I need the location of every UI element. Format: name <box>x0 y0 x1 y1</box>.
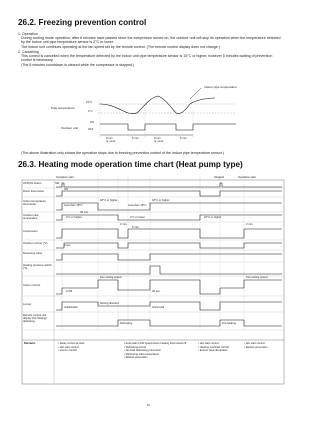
duration-8min-1: 8 min. <box>106 137 114 140</box>
less-than-18-1: Less than 18°C <box>64 204 83 207</box>
cancelling-text-2: (The 8 minutes countdown is cleared while the compressor is stopped.) <box>21 63 135 67</box>
duration-45min: 45 min. <box>80 211 89 214</box>
duration-3min-a: 3 min. <box>120 223 128 226</box>
section-title-heating-chart: 26.3. Heating mode operation time chart (Heat pump type) <box>18 160 243 169</box>
row-label-outdoor-fan: Outdoor unit fan (*2) <box>23 242 48 245</box>
cancelling-text: This control is cancelled when the temperature detected by the indoor unit pipe temperature sensor is 15°C or higher, however 5 minutes waiting of prevention control is necessary. <box>21 54 273 63</box>
remark-item: • Excess heat dissipation <box>198 349 228 353</box>
duration-5min-2: 5 min. <box>180 137 188 140</box>
remark-item: • Defrosting period <box>124 345 147 349</box>
duration-2sec: 2 sec. <box>64 244 72 247</box>
remark-item: • Hot start control <box>198 342 219 345</box>
temp-15c-label: 15°C <box>86 101 93 104</box>
row-label-remote-display: Remote control unit display Pre-heating/ defrosting <box>23 314 47 323</box>
remark-item: • Restart prevention <box>244 345 268 349</box>
remark-item: • Hot start control <box>244 342 265 345</box>
remark-item: • Heating overload control <box>198 345 229 349</box>
remarks-col-4 <box>244 342 268 349</box>
cancelling-label: 2. Cancelling <box>18 50 39 54</box>
display-defrosting: Defrosting <box>120 322 133 325</box>
operation-label: 1. Operation <box>18 32 38 36</box>
row-label-heating-pressure-switch: Heating pressure switch (*2) <box>23 264 52 270</box>
c18-higher-1: 18°C or higher <box>100 199 118 202</box>
row-label-offon: OFF/ON button <box>23 182 42 185</box>
duration-5min-1: 5 min. <box>132 137 140 140</box>
row-label-outdoor-pipe-temp: Outdoor pipe temperature <box>23 214 39 220</box>
hdr-operation-start: Operation start <box>56 176 74 179</box>
operation-text: During cooling mode operation, after 8 minutes have passed since the compressor turned on, the outdoor unit will stop its operation when the temperature detected by the indoor unit pipe temperature sensor is 2°C or lower. <box>21 36 281 45</box>
remark-item: • Delay control at start <box>58 342 85 345</box>
illustration-note: (The above illustration only shows the operation stops due to freezing prevention control of the indoor pipe temperature sensor.) <box>21 151 224 155</box>
duration-3min-b: 3 min. <box>246 223 254 226</box>
remark-item: • Automatic LOW speed when heating thermostat off <box>124 342 187 345</box>
indoor-pipe-temp-label: Indoor pipe temperature <box>204 85 238 89</box>
room-thermo-on: ON <box>64 188 69 191</box>
remarks-col-3 <box>198 342 229 353</box>
duration-30sec: 30 sec. <box>152 290 161 293</box>
c2-or-lower: 2°C or lower <box>130 216 145 219</box>
display-pre-heating: Pre-heating <box>222 322 236 325</box>
duration-or-more-2: or more <box>154 140 164 143</box>
remark-item: • Louver control <box>58 349 77 353</box>
duration-8min-2: 8 min. <box>154 137 162 140</box>
hdr-operation-start-2: Operation start <box>238 176 256 179</box>
hdr-stopped: Stopped <box>214 176 225 179</box>
remarks-col-2 <box>124 342 186 360</box>
c22-or-higher: 22°C or higher <box>204 216 222 219</box>
c2-or-higher: 2°C or higher <box>66 216 82 219</box>
row-label-room-thermostat: Room thermostat <box>23 190 44 193</box>
remark-item: • Restart prevention <box>124 356 148 360</box>
remark-item: • Defrosting start temperature <box>124 352 160 356</box>
row-label-indoor-temp-thermostat: Indoor temperature thermostat <box>23 200 46 206</box>
remarks-label: Remarks <box>24 342 36 345</box>
louver-initialization: Initialization <box>64 306 79 309</box>
section-title-freezing: 26.2. Freezing prevention control <box>18 18 147 27</box>
page-number: 61 <box>147 404 150 407</box>
louver-setting-direction: Setting direction <box>100 302 120 305</box>
temp-2c-label: 2°C <box>88 110 93 113</box>
fan-setting-speed-2: Fan setting speed <box>246 276 268 279</box>
outdoor-unit-label: Outdoor unit <box>61 126 79 130</box>
operation-text-2: The indoor unit continues operating at the fan speed set by the remote control. (The remote control display does not change.) <box>21 45 220 49</box>
indoor-fan-low: LOW <box>66 290 73 293</box>
sw-label: SW <box>55 182 60 185</box>
row-label-compressor: Compressor <box>23 230 38 233</box>
remarks-col-1 <box>58 342 84 353</box>
less-than-18-2: Less than 18°C <box>128 204 147 207</box>
row-label-reversing-valve: Reversing valve <box>23 252 43 255</box>
fan-setting-speed-1: Fan setting speed <box>100 276 122 279</box>
remark-item: • Hot start control <box>58 345 79 349</box>
duration-or-more-1: or more <box>106 140 116 143</box>
pipe-temperature-label: Pipe temperature <box>51 106 75 110</box>
c18-higher-2: 18°C or higher <box>152 199 170 202</box>
row-label-louver: Louver <box>23 303 32 306</box>
outdoor-on-label: ON <box>90 121 95 124</box>
duration-5min-a: 5 min. <box>132 226 140 229</box>
outdoor-off-label: OFF <box>88 128 94 131</box>
louver-horizontal: Horizontal <box>152 306 165 309</box>
row-label-indoor-fan: Indoor unit fan <box>23 284 41 287</box>
remark-item: • No-load defrosting prevention <box>124 349 161 353</box>
